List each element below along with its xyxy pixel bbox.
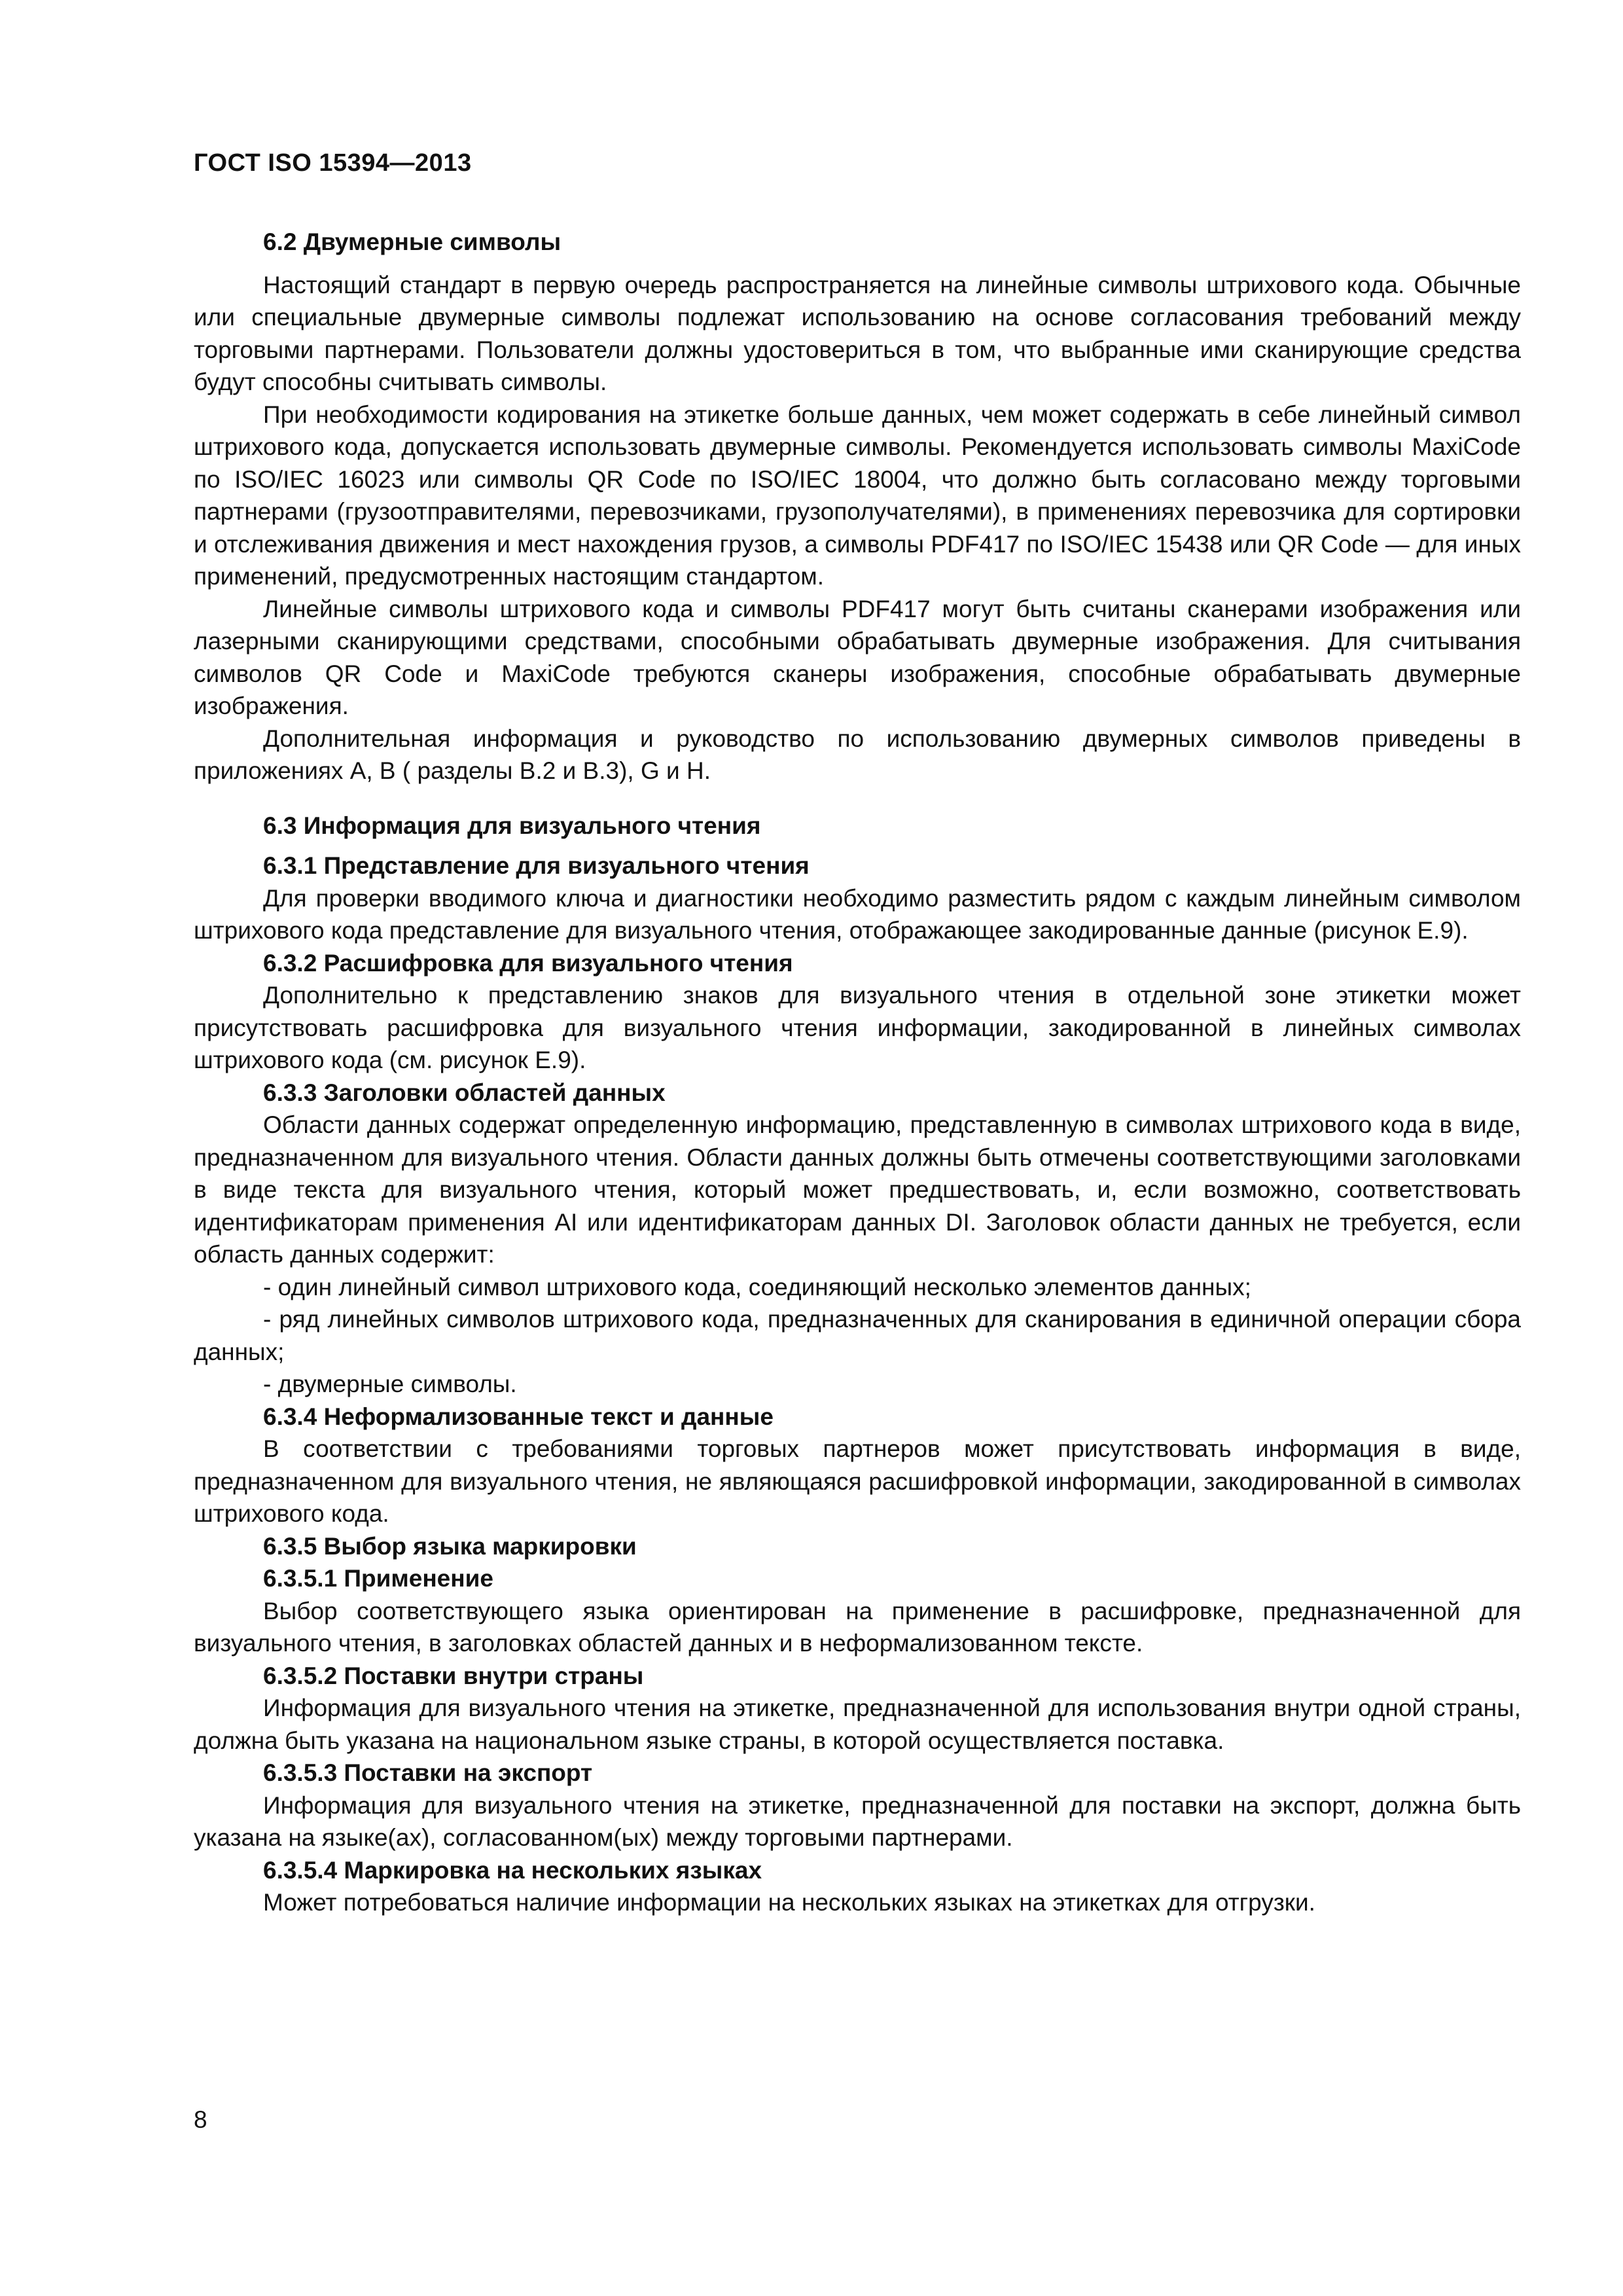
paragraph: При необходимости кодирования на этикетке больше данных, чем может содержать в себе линейный символ штрихового кода, допускается использовать двумерные символы. Рекомендуется использовать символы MaxiCode по ISO/IEC 16023 или символы QR Code по ISO/IEC 18004, что должно быть согласовано между торговыми партнерами (грузоотправителями, перевозчиками, грузополучателями), в применениях перевозчика для сортировки и отслеживания движения и мест нахождения грузов, а символы PDF417 по ISO/IEC 15438 или QR Code — для иных применений, предусмотренных настоящим стандартом.	[194, 401, 1521, 590]
document-body	[194, 226, 1521, 1919]
section-heading-6-3-2: 6.3.2 Расшифровка для визуального чтения	[263, 949, 793, 977]
paragraph: Выбор соответствующего языка ориентирован на применение в расшифровке, предназначенной для визуального чтения, в заголовках областей данных и в неформализованном тексте.	[194, 1597, 1521, 1657]
page-number: 8	[194, 2106, 207, 2133]
paragraph: Области данных содержат определенную информацию, представленную в символах штрихового кода в виде, предназначенном для визуального чтения. Области данных должны быть отмечены соответствующими заголовками в виде текста для визуального чтения, который может предшествовать, и, если возможно, соответствовать идентификаторам применения AI или идентификаторам данных DI. Заголовок области данных не требуется, если область данных содержит:	[194, 1111, 1521, 1268]
paragraph: Дополнительная информация и руководство по использованию двумерных символов приведены в приложениях А, В ( разделы В.2 и В.3), G и Н.	[194, 725, 1521, 784]
paragraph: Может потребоваться наличие информации на нескольких языках на этикетках для отгрузки.	[263, 1889, 1315, 1916]
paragraph: В соответствии с требованиями торговых партнеров может присутствовать информация в виде, предназначенном для визуального чтения, не являющаяся расшифровкой информации, закодированной в символах штрихового кода.	[194, 1435, 1521, 1527]
paragraph: Для проверки вводимого ключа и диагностики необходимо разместить рядом с каждым линейным символом штрихового кода представление для визуального чтения, отображающее закодированные данные (рисунок Е.9).	[194, 884, 1521, 944]
section-heading-6-3-5-1: 6.3.5.1 Применение	[263, 1565, 493, 1592]
list-item: - один линейный символ штрихового кода, соединяющий несколько элементов данных;	[263, 1273, 1251, 1300]
list-item: - двумерные символы.	[263, 1371, 517, 1397]
section-heading-6-3-3: 6.3.3 Заголовки областей данных	[263, 1079, 666, 1106]
section-heading-6-3-5-4: 6.3.5.4 Маркировка на нескольких языках	[263, 1856, 762, 1884]
paragraph: Настоящий стандарт в первую очередь распространяется на линейные символы штрихового кода. Обычные или специальные двумерные символы подлежат использованию на основе согласования требований между торговыми партнерами. Пользователи должны удостовериться в том, что выбранные ими сканирующие средства будут способны считывать символы.	[194, 271, 1521, 395]
paragraph: Информация для визуального чтения на этикетке, предназначенной для поставки на экспорт, должна быть указана на языке(ах), согласованном(ых) между торговыми партнерами.	[194, 1791, 1521, 1851]
section-heading-6-2: 6.2 Двумерные символы	[263, 228, 562, 255]
section-heading-6-3-4: 6.3.4 Неформализованные текст и данные	[263, 1403, 774, 1430]
section-heading-6-3-5-3: 6.3.5.3 Поставки на экспорт	[263, 1759, 593, 1786]
section-heading-6-3-5-2: 6.3.5.2 Поставки внутри страны	[263, 1662, 644, 1689]
paragraph: Линейные символы штрихового кода и символы PDF417 могут быть считаны сканерами изображения или лазерными сканирующими средствами, способными обрабатывать двумерные изображения. Для считывания символов QR Code и MaxiCode требуются сканеры изображения, способные обрабатывать двумерные изображения.	[194, 595, 1521, 719]
paragraph: Дополнительно к представлению знаков для визуального чтения в отдельной зоне этикетки может присутствовать расшифровка для визуального чтения информации, закодированной в линейных символах штрихового кода (см. рисунок Е.9).	[194, 982, 1521, 1073]
section-heading-6-3-5: 6.3.5 Выбор языка маркировки	[263, 1532, 637, 1560]
section-heading-6-3: 6.3 Информация для визуального чтения	[263, 812, 761, 839]
document-header: ГОСТ ISO 15394—2013	[194, 149, 472, 177]
paragraph: Информация для визуального чтения на этикетке, предназначенной для использования внутри одной страны, должна быть указана на национальном языке страны, в которой осуществляется поставка.	[194, 1695, 1521, 1754]
section-heading-6-3-1: 6.3.1 Представление для визуального чтения	[263, 852, 810, 879]
list-item: - ряд линейных символов штрихового кода, предназначенных для сканирования в единичной операции сбора данных;	[194, 1306, 1521, 1365]
